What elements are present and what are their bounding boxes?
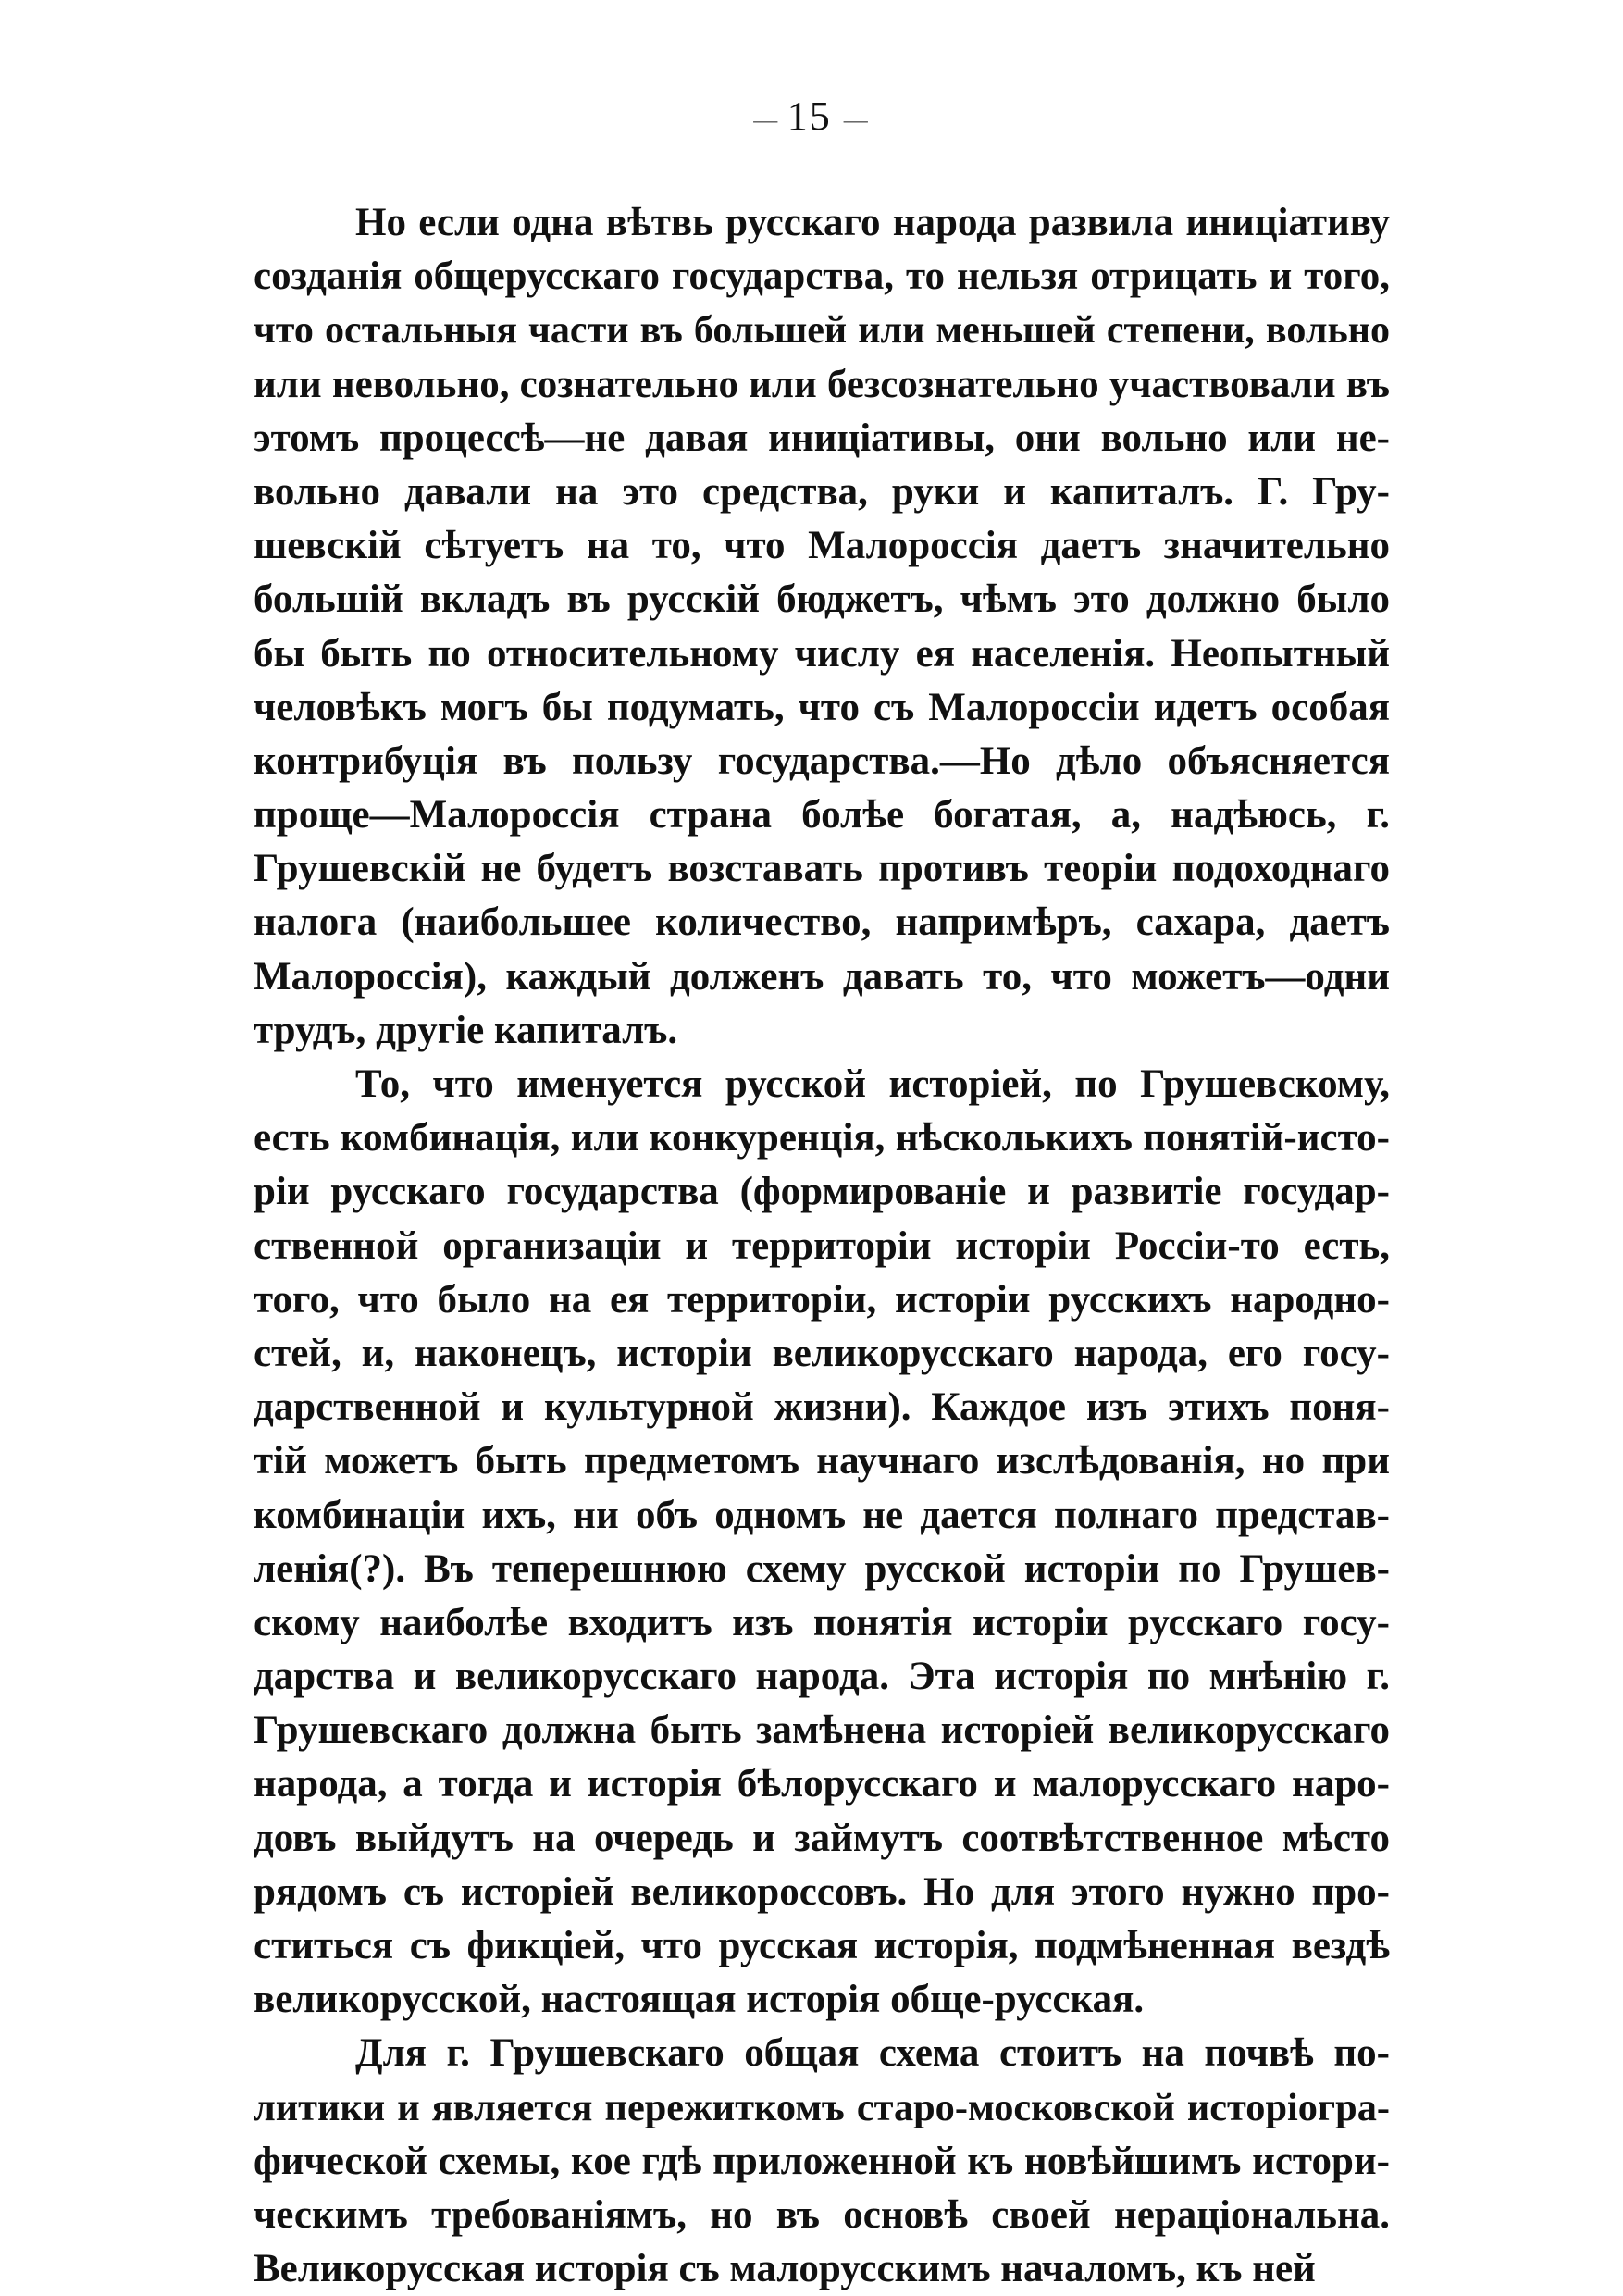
body-text (254, 196, 1390, 2296)
text-line: Малороссія), каждый долженъ давать то, что можетъ—одни (254, 954, 1390, 999)
text-line: налога (наибольшее количество, напримѣръ, сахара, даетъ (254, 900, 1390, 945)
text-line: великорусской, настоящая исторія обще-русская. (254, 1978, 1145, 2022)
text-line: проще—Малороссія страна болѣе богатая, а, надѣюсь, г. (254, 793, 1390, 838)
text-line: дарственной и культурной жизни). Каждое изъ этихъ поня- (254, 1385, 1390, 1430)
text-line: трудъ, другіе капиталъ. (254, 1008, 678, 1052)
text-line: дарства и великорусскаго народа. Эта исторія по мнѣнію г. (254, 1655, 1390, 1699)
text-line: того, что было на ея территоріи, исторіи русскихъ народно- (254, 1277, 1390, 1322)
text-line: скому наиболѣе входитъ изъ понятія исторіи русскаго госу- (254, 1600, 1390, 1644)
text-line: ститься съ фикціей, что русская исторія, подмѣненная вездѣ (254, 1924, 1390, 1967)
text-line: ріи русскаго государства (формированіе и развитіе государ- (254, 1170, 1390, 1214)
paragraph (254, 1058, 1390, 2027)
text-line: этомъ процессѣ—не давая иниціативы, они вольно или не- (254, 416, 1390, 460)
text-line: большій вкладъ въ русскій бюджетъ, чѣмъ это должно было (254, 577, 1390, 622)
text-line: Грушевскій не будетъ возставать противъ теоріи подоходнаго (254, 847, 1390, 891)
text-line: рядомъ съ исторіей великороссовъ. Но для этого нужно про- (254, 1869, 1390, 1914)
text-line: Для г. Грушевскаго общая схема стоитъ на почвѣ по- (355, 2031, 1390, 2076)
text-line: стей, и, наконецъ, исторіи великорусскаго народа, его госу- (254, 1331, 1390, 1375)
text-line: контрибуція въ пользу государства.—Но дѣло объясняется (254, 738, 1390, 783)
text-line: что остальныя части въ большей или меньшей степени, вольно (254, 308, 1390, 353)
text-line: Великорусская исторія съ малорусскимъ началомъ, къ ней (254, 2247, 1316, 2291)
page-number-header (0, 93, 1623, 140)
text-line: ческимъ требованіямъ, но въ основѣ своей нераціональна. (254, 2192, 1390, 2237)
text-line: созданія общерусскаго государства, то нельзя отрицать и того, (254, 254, 1390, 299)
text-line: бы быть по относительному числу ея населенія. Неопытный (254, 631, 1390, 676)
paragraph (254, 196, 1390, 1058)
text-line: довъ выйдутъ на очередь и займутъ соотвѣтственное мѣсто (254, 1816, 1390, 1860)
text-line: ственной организаціи и территоріи исторіи Россіи-то есть, (254, 1223, 1390, 1268)
paragraph (254, 2027, 1390, 2296)
text-line: тій можетъ быть предметомъ научнаго изслѣдованія, но при (254, 1439, 1390, 1483)
ornament-dash-right: — (843, 105, 870, 133)
page-number: 15 (787, 93, 832, 139)
text-line: народа, а тогда и исторія бѣлорусскаго и малорусскаго наро- (254, 1762, 1390, 1806)
text-line: Грушевскаго должна быть замѣнена исторіей великорусскаго (254, 1708, 1390, 1753)
text-line: вольно давали на это средства, руки и капиталъ. Г. Гру- (254, 469, 1390, 514)
ornament-dash-left: — (753, 105, 787, 133)
text-line: или невольно, сознательно или безсознательно участвовали въ (254, 362, 1390, 406)
text-line: шевскій сѣтуетъ на то, что Малороссія даетъ значительно (254, 524, 1390, 568)
text-line: человѣкъ могъ бы подумать, что съ Малороссіи идетъ особая (254, 685, 1390, 729)
text-line: литики и является пережиткомъ старо-московской исторіогра- (254, 2085, 1390, 2129)
text-line: комбинаціи ихъ, ни объ одномъ не дается полнаго представ- (254, 1493, 1390, 1537)
text-line: Но если одна вѣтвь русскаго народа развила иниціативу (355, 201, 1390, 244)
text-line: есть комбинація, или конкуренція, нѣсколькихъ понятій-исто- (254, 1116, 1390, 1160)
text-line: ленія(?). Въ теперешнюю схему русской исторіи по Грушев- (254, 1546, 1390, 1591)
text-line: То, что именуется русской исторіей, по Грушевскому, (355, 1062, 1390, 1106)
text-line: фической схемы, кое гдѣ приложенной къ новѣйшимъ истори- (254, 2139, 1390, 2183)
